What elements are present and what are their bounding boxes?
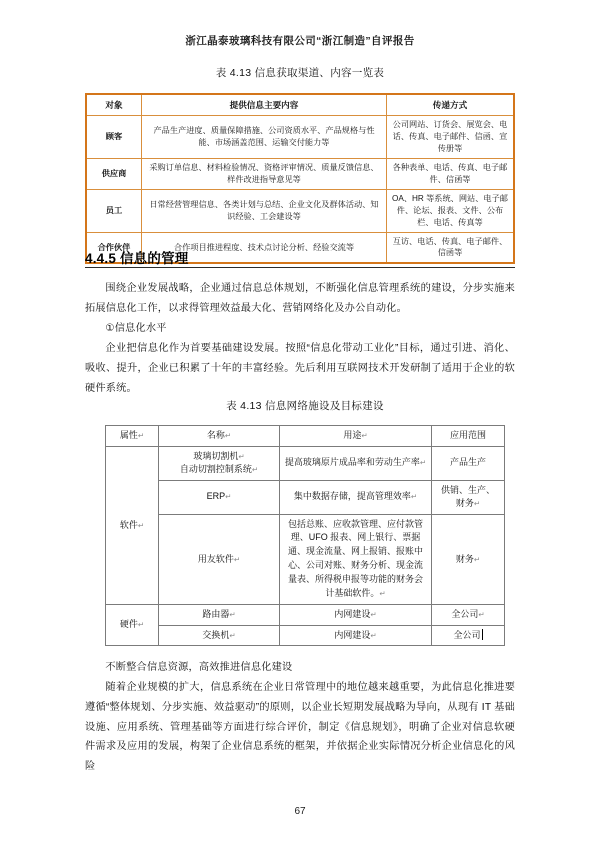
table2-col-scope: 应用范围 <box>432 426 505 447</box>
paragraph-info-strategy: 围绕企业发展战略，企业通过信息总体规划，不断强化信息管理系统的建设，分步实施来拓展信息化工作，以求得管理效益最大化、营销网络化及办公自动化。 <box>85 283 515 314</box>
table-header-row <box>86 94 514 116</box>
table1-row2-content: 日常经营管理信息、各类计划与总结、企业文化及群体活动、知识经验、工会建设等 <box>142 189 387 232</box>
section-heading-rule <box>85 267 515 268</box>
table1-row1-object: 供应商 <box>86 159 142 190</box>
section-heading-label: 4.4.5 信息的管理 <box>85 251 189 266</box>
table2-row0-name: 玻璃切割机↵ 自动切割控制系统↵ <box>159 446 280 480</box>
pilcrow-icon: ↵ <box>229 610 236 620</box>
table1-row3-channel: 互访、电话、传真、电子邮件、信函等 <box>387 232 515 263</box>
table1-row0-content: 产品生产进度、质量保障措施、公司资质水平、产品规格与性能、市场涵盖范围、运输交付能力等 <box>142 116 387 159</box>
section-heading-4-4-5 <box>85 247 188 267</box>
table2-row4-scope: 全公司 <box>432 625 505 646</box>
table-row <box>106 605 505 626</box>
pilcrow-icon: ↵ <box>137 620 145 630</box>
pilcrow-icon: ↵ <box>251 465 259 474</box>
table1-col-channel: 传递方式 <box>387 94 515 116</box>
pilcrow-icon: ↵ <box>410 492 418 502</box>
pilcrow-icon: ↵ <box>229 630 236 640</box>
table2-row0-scope: 产品生产 <box>432 446 505 480</box>
subheading-integrate-resources: 不断整合信息资源，高效推进信息化建设 <box>105 662 293 673</box>
pilcrow-icon: ↵ <box>137 431 145 440</box>
network-facility-table <box>105 425 505 646</box>
pilcrow-icon: ↵ <box>478 610 485 620</box>
table1-row0-channel: 公司网站、订货会、展览会、电话、传真、电子邮件、信函、宣传册等 <box>387 116 515 159</box>
paragraph-informatization-planning: 随着企业规模的扩大，信息系统在企业日常管理中的地位越来越重要，为此信息化推进要遵循“整体规划、分步实施、效益驱动”的原则，以企业长短期发展战略为导向，从现有 IT 基础设施、应用系统、管理基础等方面进行综合评价，制定《信息规划》，明确了企业对信息软硬件需求及应用的发展，构架了企业信息系统的框架，并依据企业实际情况分析企业信息化的风险 <box>85 682 515 773</box>
table-header-row <box>106 426 505 447</box>
table1-row3-object: 合作伙伴 <box>86 232 142 263</box>
table1-row3-content: 合作项目推进程度、技术点讨论分析、经验交流等 <box>142 232 387 263</box>
table2-caption: 表 4.13 信息网络施设及目标建设 <box>226 400 384 412</box>
table1-row2-object: 员工 <box>86 189 142 232</box>
information-channel-table <box>85 93 515 264</box>
table1-col-content: 提供信息主要内容 <box>142 94 387 116</box>
pilcrow-icon: ↵ <box>224 431 232 440</box>
pilcrow-icon: ↵ <box>379 589 386 599</box>
text-cursor <box>482 629 483 640</box>
table2-row0-usage: 提高玻璃原片成品率和劳动生产率↵ <box>280 446 432 480</box>
table2-row4-name: 交换机↵ <box>159 625 280 646</box>
table1-row1-channel: 各种表单、电话、传真、电子邮件、信函等 <box>387 159 515 190</box>
pilcrow-icon: ↵ <box>137 520 145 530</box>
table-row <box>106 480 505 514</box>
table2-col-attribute: 属性↵ <box>106 426 159 447</box>
pilcrow-icon: ↵ <box>473 499 481 508</box>
table-row <box>86 116 514 159</box>
page-content-area <box>85 0 515 848</box>
table2-row3-usage: 内网建设↵ <box>280 605 432 626</box>
table2-row4-usage: 内网建设↵ <box>280 625 432 646</box>
pilcrow-icon: ↵ <box>225 492 232 502</box>
network-facility-table-block <box>105 398 505 646</box>
table2-row1-scope: 供销、生产、 财务↵ <box>432 480 505 514</box>
table2-col-usage: 用途↵ <box>280 426 432 447</box>
page-number: 67 <box>294 806 306 817</box>
document-running-header: 浙江晶泰玻璃科技有限公司“浙江制造”自评报告 <box>185 35 415 47</box>
table2-row1-usage: 集中数据存储，提高管理效率↵ <box>280 480 432 514</box>
table1-col-object: 对象 <box>86 94 142 116</box>
pilcrow-icon: ↵ <box>370 610 377 620</box>
table2-row3-scope: 全公司↵ <box>432 605 505 626</box>
pilcrow-icon: ↵ <box>473 554 481 564</box>
pilcrow-icon: ↵ <box>361 431 368 440</box>
subheading-informatization-level: ①信息化水平 <box>105 323 167 334</box>
table2-row2-name: 用友软件↵ <box>159 514 280 605</box>
table2-row2-usage: 包括总账、应收款管理、应付款管理、UFO 报表、网上银行、票据通、现金流量、网上报销、报账中心、公司对账、财务分析、现金流量表、所得税申报等功能的财务会计基础软件。↵ <box>280 514 432 605</box>
table2-group-hardware: 硬件↵ <box>106 605 159 646</box>
table2-col-name: 名称↵ <box>159 426 280 447</box>
information-channel-table-block <box>85 65 515 264</box>
table-row <box>86 159 514 190</box>
table2-row1-name: ERP↵ <box>159 480 280 514</box>
pilcrow-icon: ↵ <box>233 554 241 564</box>
table-row <box>86 189 514 232</box>
table1-caption: 表 4.13 信息获取渠道、内容一览表 <box>215 67 385 79</box>
table-row <box>106 625 505 646</box>
paragraph-informatization-level: 企业把信息化作为首要基础建设发展。按照“信息化带动工业化”目标，通过引进、消化、吸收、提升，企业已积累了十年的丰富经验。先后利用互联网技术开发研制了适用于企业的软硬件系统。 <box>85 343 515 394</box>
table1-row0-object: 顾客 <box>86 116 142 159</box>
table2-row3-name: 路由器↵ <box>159 605 280 626</box>
pilcrow-icon: ↵ <box>419 458 427 468</box>
pilcrow-icon: ↵ <box>370 630 377 640</box>
pilcrow-icon: ↵ <box>238 451 245 461</box>
table-row <box>106 446 505 480</box>
table1-row1-content: 采购订单信息、材料检验情况、资格评审情况、质量反馈信息、样件改进指导意见等 <box>142 159 387 190</box>
table2-group-software: 软件↵ <box>106 446 159 605</box>
table-row <box>106 514 505 605</box>
table1-row2-channel: OA、HR 等系统、网站、电子邮件、论坛、报表、文件、公布栏、电话、传真等 <box>387 189 515 232</box>
table2-row2-scope: 财务↵ <box>432 514 505 605</box>
